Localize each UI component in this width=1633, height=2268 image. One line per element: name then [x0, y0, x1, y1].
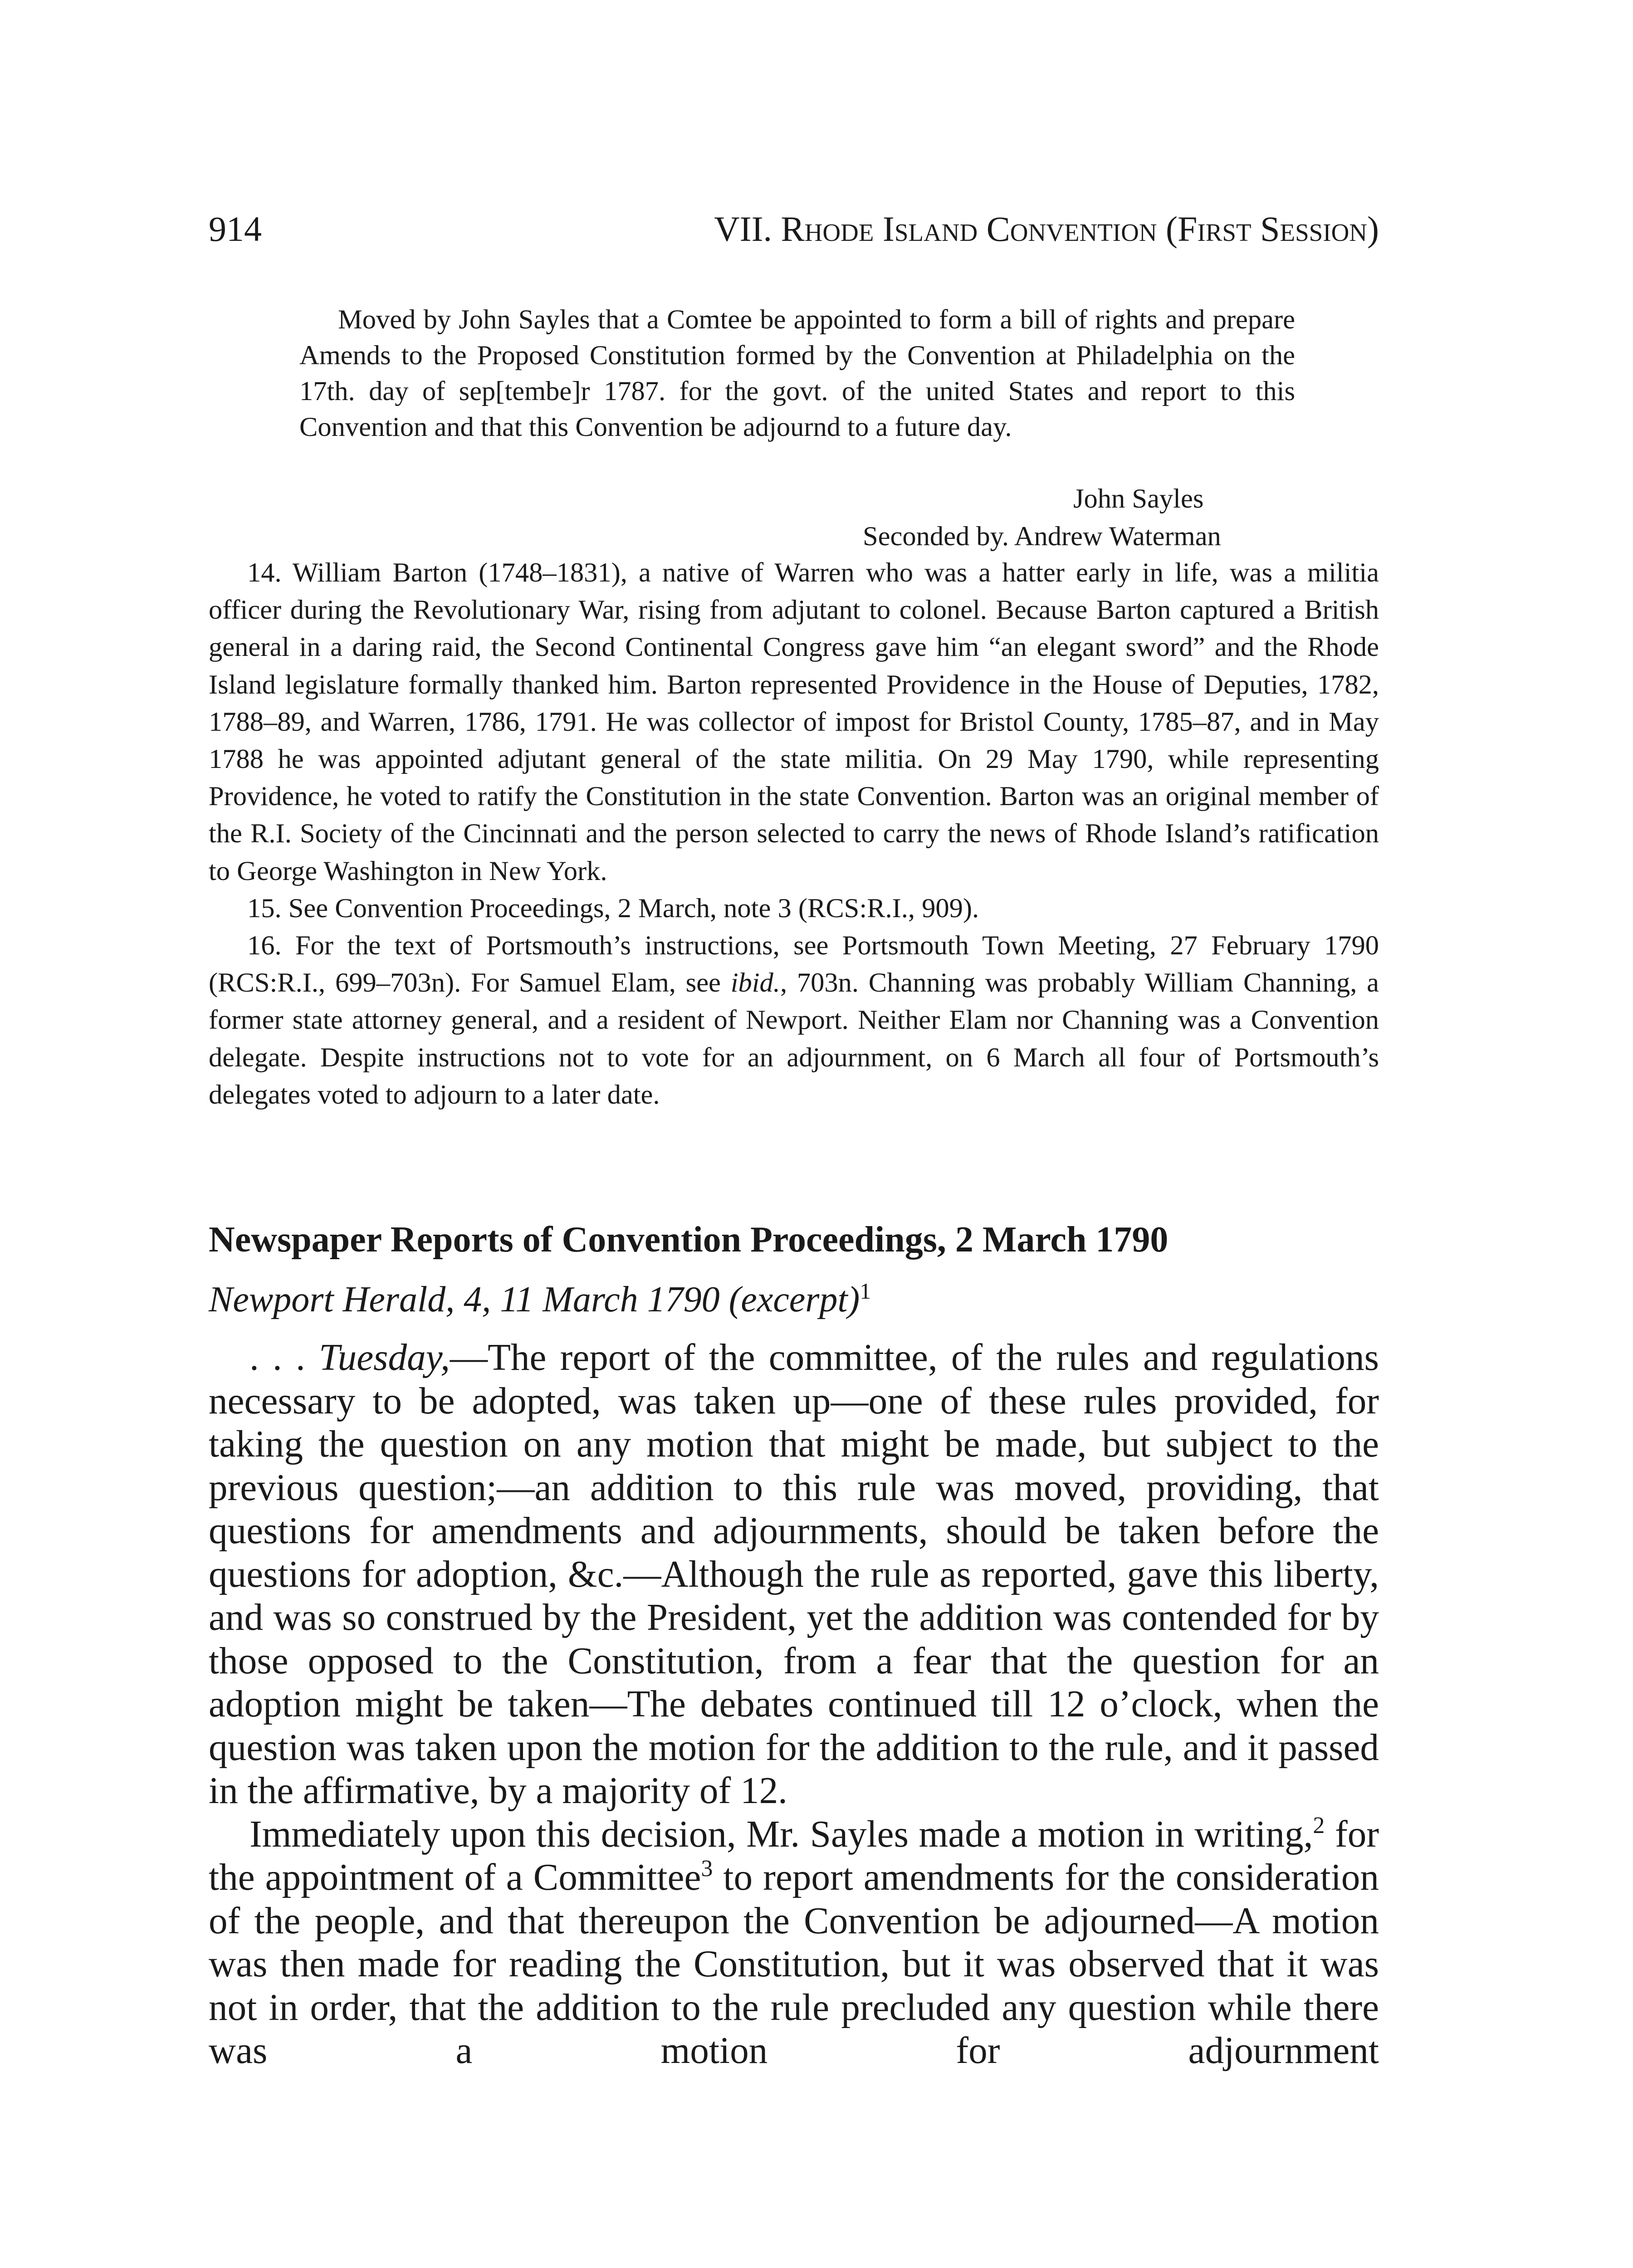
motion-signature: John Sayles	[1073, 484, 1204, 514]
section-heading: Newspaper Reports of Convention Proceedings, 2 March 1790	[209, 1220, 1169, 1260]
motion-quote	[299, 302, 1295, 445]
footnote-16: 16. For the text of Portsmouth’s instructions, see Portsmouth Town Meeting, 27 February 1790 (RCS:R.I., 699–703n). For Samuel Elam, see ibid., 703n. Channing was probably William Channing, a former state attorney general, and a resident of Newport. Neither Elam nor Channing was a Convention delegate. Despite instructions not to vote for an adjournment, on 6 March all four of Portsmouth’s delegates voted to adjourn to a later date.	[209, 930, 1379, 1110]
footnote-14: 14. William Barton (1748–1831), a native of Warren who was a hatter early in life, was a militia officer during the Revolutionary War, rising from adjutant to colonel. Because Barton captured a British general in a daring raid, the Second Continental Congress gave him “an elegant sword” and the Rhode Island legislature formally thanked him. Barton represented Providence in the House of Deputies, 1782, 1788–89, and Warren, 1786, 1791. He was collector of impost for Bristol County, 1785–87, and in May 1788 he was appointed adjutant general of the state militia. On 29 May 1790, while representing Providence, he voted to ratify the Constitution in the state Convention. Barton was an original member of the R.I. Society of the Cincinnati and the person selected to carry the news of Rhode Island’s ratification to George Washington in New York.	[209, 557, 1379, 886]
source-line	[209, 1275, 1379, 1325]
body-text	[209, 1336, 1379, 2072]
day-word: Tuesday,	[318, 1336, 450, 1378]
note-ref-2: 2	[1313, 1812, 1325, 1838]
motion-seconded: Seconded by. Andrew Waterman	[863, 521, 1221, 552]
footnotes	[209, 554, 1379, 1114]
motion-text: Moved by John Sayles that a Comtee be appointed to form a bill of rights and prepare Amends to the Proposed Constitution formed by the Convention at Philadelphia on the 17th. day of sep[tembe]r 1787. for the govt. of the united States and report to this Convention and that this Convention be adjournd to a future day.	[299, 304, 1295, 442]
page-number: 914	[209, 209, 262, 249]
running-head: VII. Rhode Island Convention (First Session)	[714, 209, 1379, 249]
source-title: Newport Herald, 4, 11 March 1790 (excerpt)	[209, 1280, 860, 1320]
body-paragraph-1: . . . Tuesday,—The report of the committee, of the rules and regulations necessary to be adopted, was taken up—one of these rules provided, for taking the question on any motion that might be made, but subject to the previous question;—an addition to this rule was moved, providing, that questions for amendments and adjournments, should be taken before the questions for adoption, &c.—Although the rule as reported, gave this liberty, and was so construed by the President, yet the addition was contended for by those opposed to the Constitution, from a fear that the question for an adoption might be taken—The debates continued till 12 o’clock, when the question was taken upon the motion for the addition to the rule, and it passed in the affirmative, by a majority of 12.	[209, 1336, 1379, 1811]
footnote-15: 15. See Convention Proceedings, 2 March, note 3 (RCS:R.I., 909).	[247, 893, 979, 924]
body-paragraph-2: Immediately upon this decision, Mr. Sayles made a motion in writing,$^2$ for the appointment of a Committee$^3$ to report amendments for the consideration of the people, and that thereupon the Convention be adjourned—A motion was then made for reading the Constitution, but it was observed that it was not in order, that the addition to the rule precluded any question while there was a motion for adjournment	[209, 1812, 1379, 2071]
source-note-ref: 1	[860, 1278, 871, 1304]
note-ref-3: 3	[701, 1856, 713, 1882]
page-header	[209, 206, 1379, 261]
ibid-ref: ibid.	[730, 968, 780, 998]
